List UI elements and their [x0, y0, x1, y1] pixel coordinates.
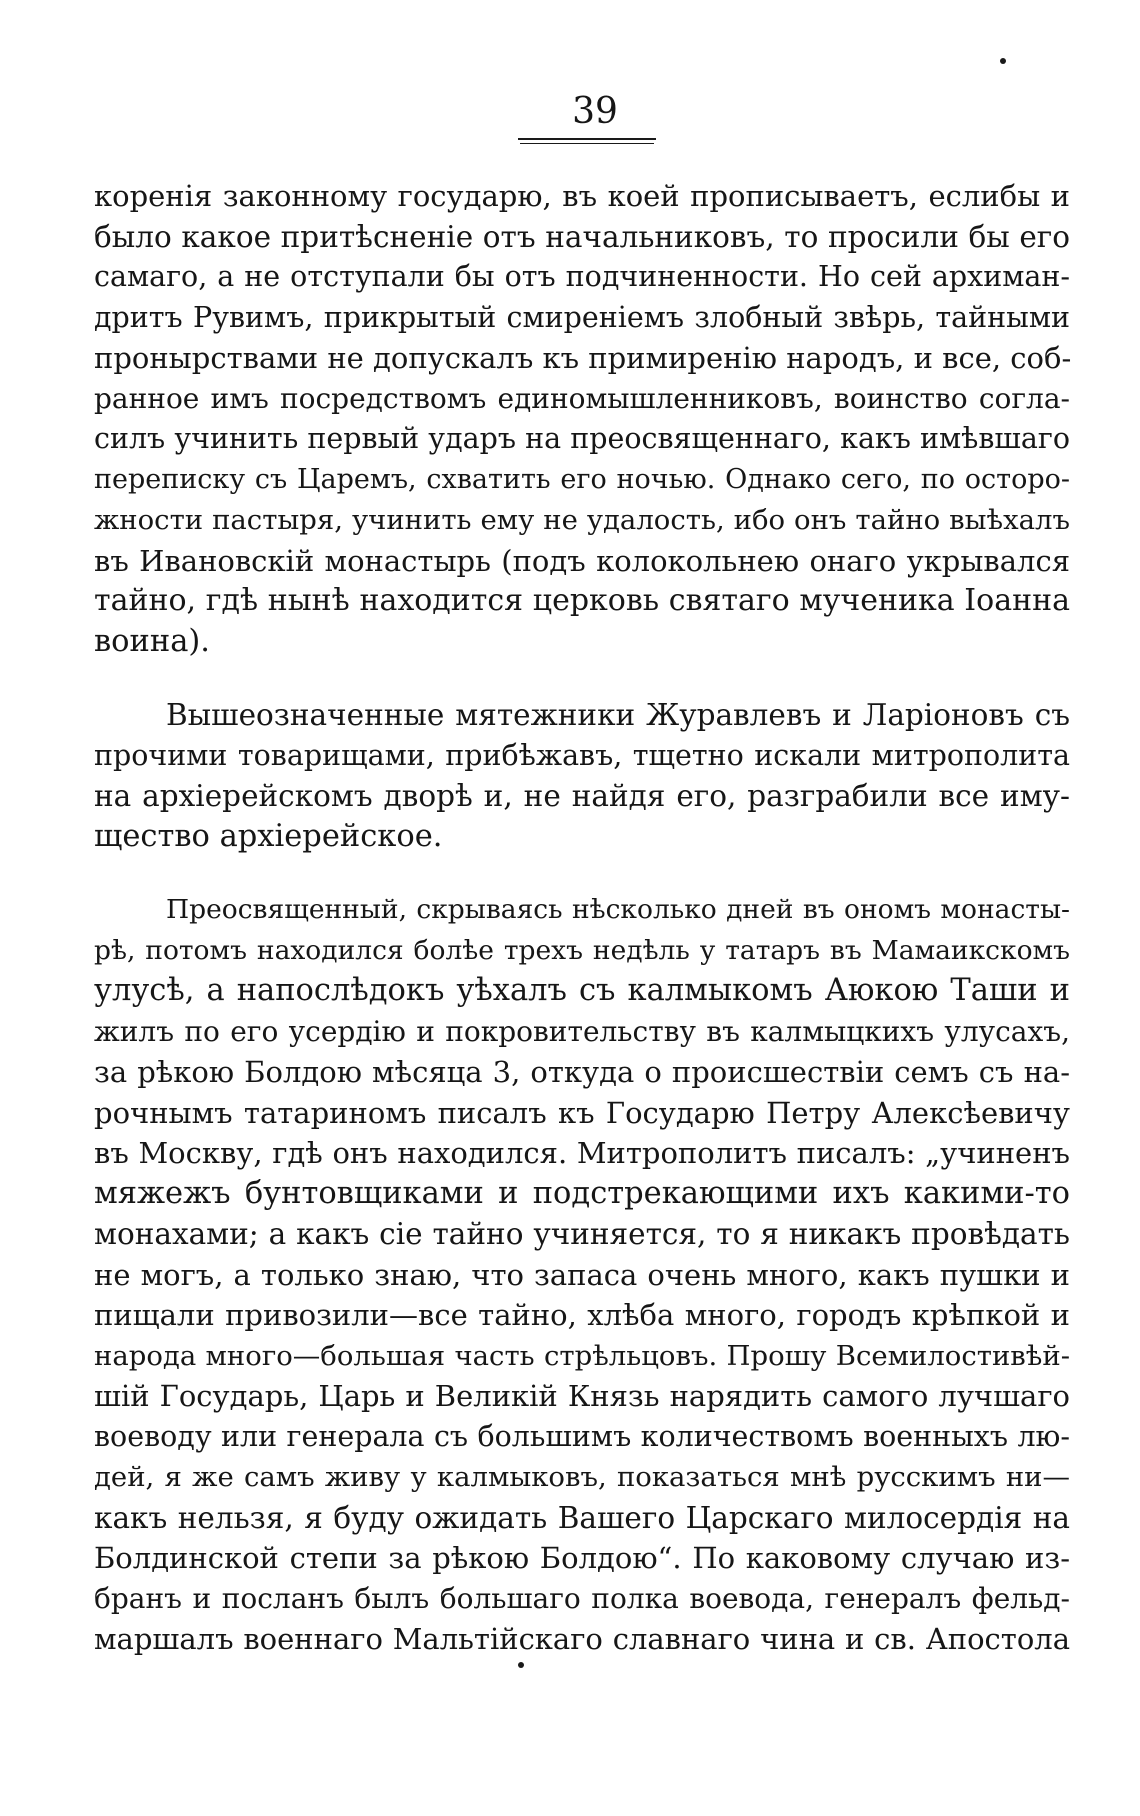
text-line: народа много—большая часть стрѣльцовъ. Прошу Всемилостивѣй-: [94, 1339, 1070, 1372]
body-text: [94, 176, 1070, 1660]
speck-mark: [518, 1662, 524, 1668]
text-line: за рѣкою Болдою мѣсяца 3, откуда о происшествіи семъ съ на-: [94, 1055, 1070, 1089]
text-line: бранъ и посланъ былъ большаго полка воевода, генералъ фельд-: [94, 1581, 1070, 1615]
text-line: Преосвященный, скрываясь нѣсколько дней въ ономъ монасты-: [166, 894, 1070, 925]
text-line: дей, я же самъ живу у калмыковъ, показаться мнѣ русскимъ ни—: [94, 1461, 1070, 1493]
text-line: какъ нельзя, я буду ожидать Вашего Царскаго милосердія на: [94, 1500, 1070, 1535]
paragraph-2: [94, 695, 1070, 857]
text-line: щество архіерейское.: [94, 818, 443, 854]
text-line: переписку съ Царемъ, схватить его ночью. Однако сего, по осторо-: [94, 463, 1070, 495]
text-line: силъ учинить первый ударъ на преосвященнаго, какъ имѣвшаго: [94, 422, 1070, 455]
text-line: мяжежъ бунтовщиками и подстрекающими ихъ какими-то: [94, 1175, 1070, 1211]
text-line: дритъ Рувимъ, прикрытый смиреніемъ злобный звѣрь, тайными: [94, 300, 1070, 334]
text-line: Вышеозначенные мятежники Журавлевъ и Ларіоновъ съ: [166, 698, 1070, 732]
page-number-rule-thin: [520, 143, 654, 144]
text-line: воеводу или генерала съ большимъ количествомъ военныхъ лю-: [94, 1419, 1070, 1453]
text-line: жности пастыря, учинить ему не удалость, ибо онъ тайно выѣхалъ: [94, 504, 1070, 536]
text-line: тайно, гдѣ нынѣ находится церковь святаго мученика Іоанна: [94, 583, 1070, 618]
text-line: рѣ, потомъ находился болѣе трехъ недѣль у татаръ въ Мамаикскомъ: [94, 934, 1070, 966]
text-line: воина).: [94, 623, 210, 659]
text-line: монахами; а какъ сіе тайно учиняется, то я никакъ провѣдать: [94, 1217, 1070, 1251]
page-number: 39: [572, 91, 618, 132]
speck-mark: [1000, 58, 1006, 64]
text-line: жилъ по его усердію и покровительству въ калмыцкихъ улусахъ,: [94, 1014, 1070, 1048]
text-line: прочими товарищами, прибѣжавъ, тщетно искали митрополита: [94, 738, 1070, 772]
page-number-rule: [518, 138, 656, 140]
text-line: самаго, а не отступали бы отъ подчиненности. Но сей архиман-: [94, 260, 1070, 293]
paragraph-3: [94, 890, 1070, 1660]
text-line: коренія законному государю, въ коей прописываетъ, еслибы и: [94, 179, 1070, 213]
text-line: шій Государь, Царь и Великій Князь нарядить самого лучшаго: [94, 1379, 1070, 1413]
text-line: рочнымъ татариномъ писалъ къ Государю Петру Алексѣевичу: [94, 1095, 1070, 1130]
text-line: въ Ивановскій монастырь (подъ колокольнею онаго укрывался: [94, 543, 1070, 578]
text-line: Болдинской степи за рѣкою Болдою“. По каковому случаю из-: [94, 1541, 1070, 1575]
text-line: не могъ, а только знаю, что запаса очень много, какъ пушки и: [94, 1257, 1070, 1292]
paragraph-gap: [94, 662, 1070, 695]
text-line: пищали привозили—все тайно, хлѣба много, городъ крѣпкой и: [94, 1298, 1070, 1332]
text-line: маршалъ военнаго Мальтійскаго славнаго чина и св. Апостола: [94, 1622, 1070, 1656]
text-line: было какое притѣсненіе отъ начальниковъ, то просили бы его: [94, 219, 1070, 254]
text-line: улусѣ, а напослѣдокъ уѣхалъ съ калмыкомъ Аюкою Таши и: [94, 973, 1070, 1008]
text-line: ранное имъ посредствомъ единомышленниковъ, воинство согла-: [94, 381, 1070, 415]
text-line: пронырствами не допускалъ къ примиренію народъ, и все, соб-: [94, 341, 1072, 375]
text-line: на архіерейскомъ дворѣ и, не найдя его, разграбили все иму-: [94, 779, 1070, 813]
paragraph-gap: [94, 857, 1070, 890]
paragraph-1: [94, 176, 1070, 662]
text-line: въ Москву, гдѣ онъ находился. Митрополитъ писалъ: „учиненъ: [94, 1136, 1070, 1170]
